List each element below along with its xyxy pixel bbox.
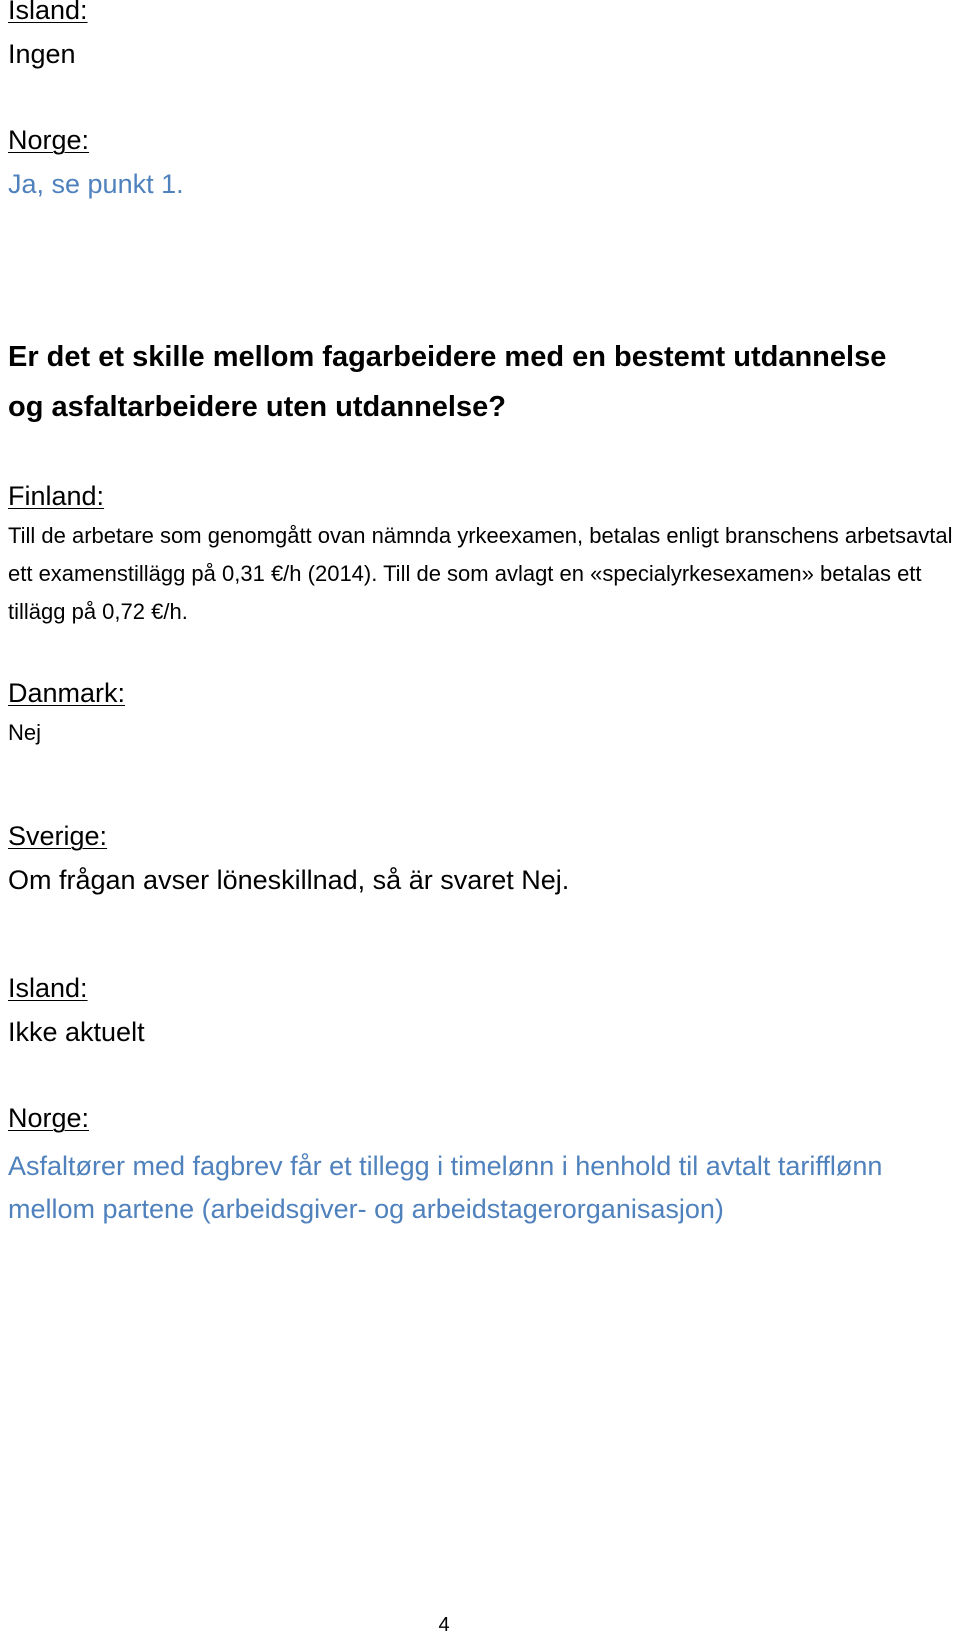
sverige-answer: Om frågan avser löneskillnad, så är svaret Nej. xyxy=(8,865,570,895)
norge-answer: Asfaltører med fagbrev får et tillegg i timelønn i henhold til avtalt tarifflønn mellom partene (arbeidsgiver- og arbeidstagerorganisasjon) xyxy=(8,1151,883,1224)
danmark-answer: Nej xyxy=(8,720,42,745)
danmark-label: Danmark: xyxy=(8,678,126,708)
finland-answer: Till de arbetare som genomgått ovan nämnda yrkeexamen, betalas enligt branschens arbetsavtal ett examenstillägg på 0,31 €/h (2014). Till de som avlagt en «specialyrkesexamen» betalas ett tillägg på 0,72 €/h. xyxy=(8,523,953,624)
island-answer: Ikke aktuelt xyxy=(8,1017,145,1047)
norge-label: Norge: xyxy=(8,1103,90,1133)
island-label: Island: xyxy=(8,973,88,1003)
page-number: 4 xyxy=(438,1614,450,1636)
sverige-label: Sverige: xyxy=(8,821,108,851)
finland-label: Finland: xyxy=(8,481,105,511)
island-label-top: Island: xyxy=(8,0,88,25)
norge-label-top: Norge: xyxy=(8,125,90,155)
norge-answer-top: Ja, se punkt 1. xyxy=(8,169,184,199)
question-heading: Er det et skille mellom fagarbeidere med en bestemt utdannelse og asfaltarbeidere uten utdannelse? xyxy=(8,341,887,423)
island-answer-top: Ingen xyxy=(8,39,76,69)
